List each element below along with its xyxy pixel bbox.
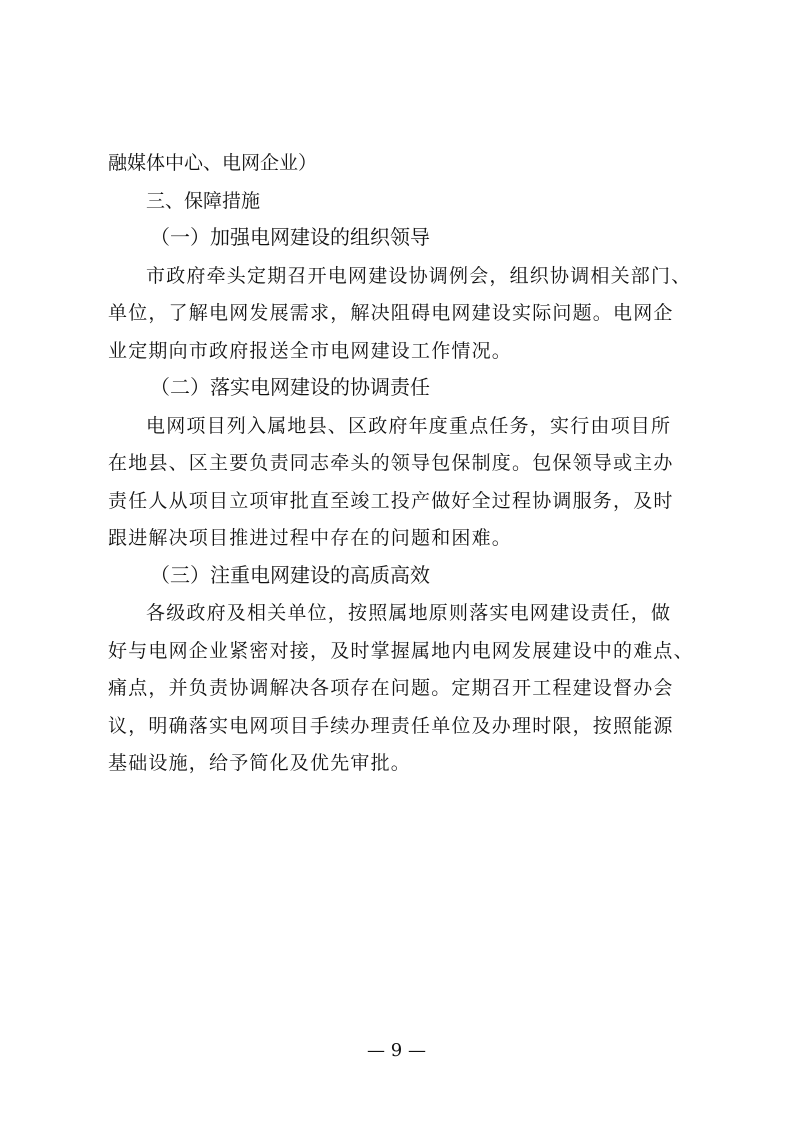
paragraph-line: 痛点，并负责协调解决各项存在问题。定期召开工程建设督办会 (108, 677, 674, 699)
paragraph-line: 议，明确落实电网项目手续办理责任单位及办理时限，按照能源 (108, 714, 674, 737)
paragraph-line: 电网项目列入属地县、区政府年度重点任务，实行由项目所 (146, 414, 672, 437)
paragraph-line: 各级政府及相关单位，按照属地原则落实电网建设责任，做 (146, 602, 672, 624)
paragraph-line: 好与电网企业紧密对接，及时掌握属地内电网发展建设中的难点、 (108, 639, 694, 662)
paragraph-line: 跟进解决项目推进过程中存在的问题和困难。 (108, 527, 513, 549)
subsection-heading-2: （二）落实电网建设的协调责任 (150, 377, 430, 399)
paragraph-line: 基础设施，给予简化及优先审批。 (108, 752, 412, 774)
continuation-text: 融媒体中心、电网企业） (108, 153, 318, 174)
section-heading: 三、保障措施 (146, 190, 261, 212)
page-number: — 9 — (367, 1040, 426, 1061)
paragraph-line: 业定期向市政府报送全市电网建设工作情况。 (108, 339, 513, 362)
subsection-heading-1: （一）加强电网建设的组织领导 (150, 227, 430, 249)
subsection-heading-3: （三）注重电网建设的高质高效 (150, 564, 430, 587)
paragraph-line: 单位，了解电网发展需求，解决阻碍电网建设实际问题。电网企 (108, 302, 674, 324)
paragraph-line: 在地县、区主要负责同志牵头的领导包保制度。包保领导或主办 (108, 452, 674, 474)
paragraph-line: 责任人从项目立项审批直至竣工投产做好全过程协调服务，及时 (108, 489, 674, 512)
document-body (108, 145, 698, 783)
paragraph-line: 市政府牵头定期召开电网建设协调例会，组织协调相关部门、 (146, 264, 692, 287)
